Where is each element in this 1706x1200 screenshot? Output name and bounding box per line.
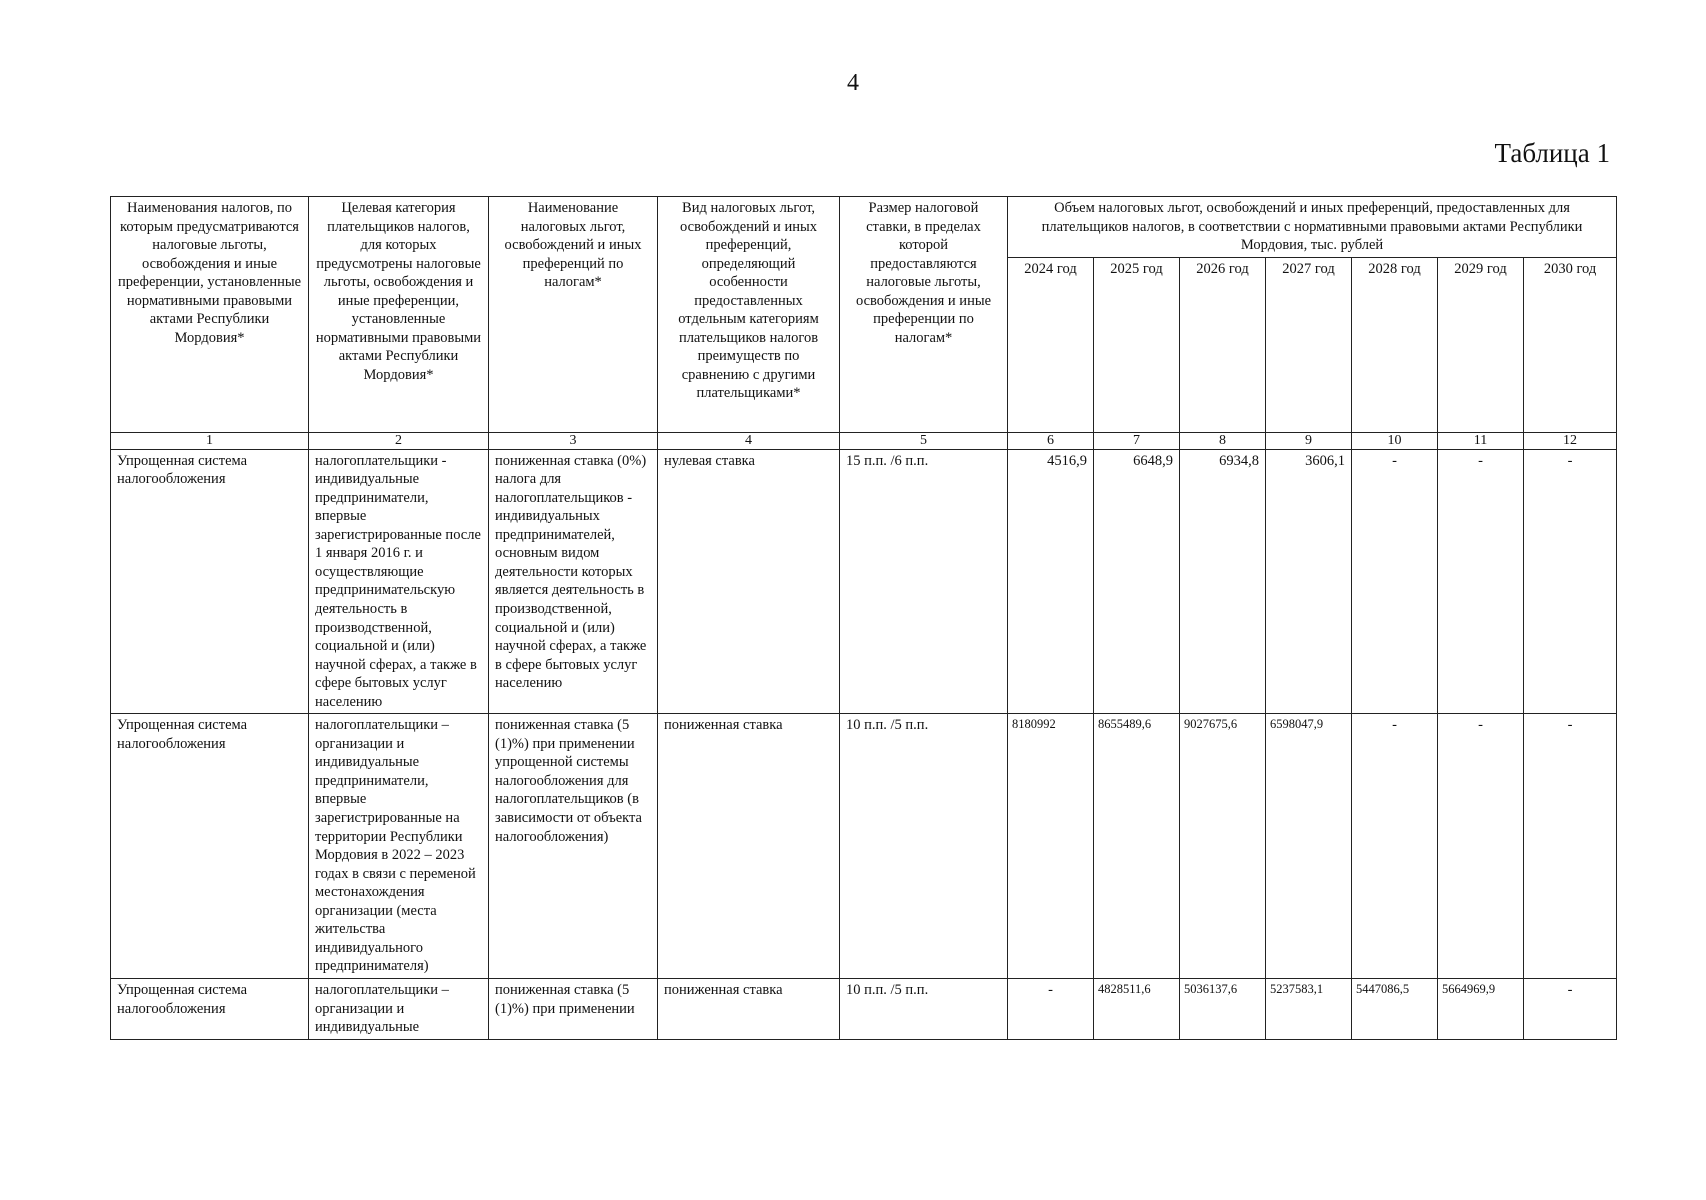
cell-value-2030: - [1524, 449, 1617, 714]
cell-value-2026: 5036137,6 [1180, 978, 1266, 1039]
cell-tax-name: Упрощенная система налогообложения [111, 449, 309, 714]
header-year: 2026 год [1180, 257, 1266, 432]
cell-benefit-kind: пониженная ставка [658, 714, 840, 979]
cell-value-2026: 9027675,6 [1180, 714, 1266, 979]
cell-benefit-kind: нулевая ставка [658, 449, 840, 714]
cell-value-2030: - [1524, 714, 1617, 979]
cell-value-2027: 3606,1 [1266, 449, 1352, 714]
column-number: 5 [840, 432, 1008, 449]
header-year: 2024 год [1008, 257, 1094, 432]
column-number: 8 [1180, 432, 1266, 449]
table-row [111, 449, 1617, 714]
cell-value-2029: - [1438, 714, 1524, 979]
header-row [111, 197, 1617, 258]
column-number: 3 [489, 432, 658, 449]
cell-tax-rate: 10 п.п. /5 п.п. [840, 714, 1008, 979]
cell-tax-name: Упрощенная система налогообложения [111, 978, 309, 1039]
header-year: 2025 год [1094, 257, 1180, 432]
header-benefit-name: Наименование налоговых льгот, освобождений и иных преференций по налогам* [489, 197, 658, 433]
cell-value-2027: 5237583,1 [1266, 978, 1352, 1039]
cell-tax-rate: 10 п.п. /5 п.п. [840, 978, 1008, 1039]
cell-value-2027: 6598047,9 [1266, 714, 1352, 979]
cell-tax-rate: 15 п.п. /6 п.п. [840, 449, 1008, 714]
cell-value-2029: 5664969,9 [1438, 978, 1524, 1039]
column-number: 11 [1438, 432, 1524, 449]
cell-target-category: налогоплательщики – организации и индивидуальные предприниматели, впервые зарегистрированные на территории Республики Мордовия в 2022 – 2023 годах в связи с переменой местонахождения организации (места жительства индивидуального предпринимателя) [309, 714, 489, 979]
header-benefit-kind: Вид налоговых льгот, освобождений и иных преференций, определяющий особенности предоставленных отдельным категориям плательщиков налогов преимуществ по сравнению с другими плательщиками* [658, 197, 840, 433]
column-number: 1 [111, 432, 309, 449]
cell-value-2025: 6648,9 [1094, 449, 1180, 714]
cell-benefit-kind: пониженная ставка [658, 978, 840, 1039]
table-row [111, 978, 1617, 1039]
header-year: 2027 год [1266, 257, 1352, 432]
column-number: 12 [1524, 432, 1617, 449]
cell-benefit-name: пониженная ставка (5 (1)%) при применении [489, 978, 658, 1039]
cell-value-2026: 6934,8 [1180, 449, 1266, 714]
column-number: 10 [1352, 432, 1438, 449]
cell-value-2030: - [1524, 978, 1617, 1039]
cell-target-category: налогоплательщики – организации и индивидуальные [309, 978, 489, 1039]
column-number: 6 [1008, 432, 1094, 449]
header-volume: Объем налоговых льгот, освобождений и иных преференций, предоставленных для плательщиков налогов, в соответствии с нормативными правовыми актами Республики Мордовия, тыс. рублей [1008, 197, 1617, 258]
cell-target-category: налогоплательщики - индивидуальные предприниматели, впервые зарегистрированные после 1 января 2016 г. и осуществляющие предпринимательскую деятельность в производственной, социальной и (или) научной сферах, а также в сфере бытовых услуг населению [309, 449, 489, 714]
tax-benefits-table [110, 196, 1617, 1040]
header-year: 2029 год [1438, 257, 1524, 432]
cell-value-2028: 5447086,5 [1352, 978, 1438, 1039]
column-number: 2 [309, 432, 489, 449]
header-year: 2028 год [1352, 257, 1438, 432]
column-number: 7 [1094, 432, 1180, 449]
header-year: 2030 год [1524, 257, 1617, 432]
cell-value-2025: 8655489,6 [1094, 714, 1180, 979]
page-number: 4 [847, 70, 859, 96]
cell-value-2028: - [1352, 449, 1438, 714]
column-number-row [111, 432, 1617, 449]
column-number: 9 [1266, 432, 1352, 449]
header-tax-rate: Размер налоговой ставки, в пределах которой предоставляются налоговые льготы, освобождения и иные преференции по налогам* [840, 197, 1008, 433]
cell-benefit-name: пониженная ставка (0%) налога для налогоплательщиков - индивидуальных предпринимателей, основным видом деятельности которых является деятельность в производственной, социальной и (или) научной сферах, а также в сфере бытовых услуг населению [489, 449, 658, 714]
cell-value-2024: 8180992 [1008, 714, 1094, 979]
cell-value-2025: 4828511,6 [1094, 978, 1180, 1039]
cell-value-2024: 4516,9 [1008, 449, 1094, 714]
header-tax-name: Наименования налогов, по которым предусматриваются налоговые льготы, освобождения и иные преференции, установленные нормативными правовыми актами Республики Мордовия* [111, 197, 309, 433]
column-number: 4 [658, 432, 840, 449]
cell-benefit-name: пониженная ставка (5 (1)%) при применении упрощенной системы налогообложения для налогоплательщиков (в зависимости от объекта налогообложения) [489, 714, 658, 979]
cell-value-2028: - [1352, 714, 1438, 979]
table-caption: Таблица 1 [1494, 138, 1610, 168]
header-target-category: Целевая категория плательщиков налогов, для которых предусмотрены налоговые льготы, освобождения и иные преференции, установленные нормативными правовыми актами Республики Мордовия* [309, 197, 489, 433]
cell-tax-name: Упрощенная система налогообложения [111, 714, 309, 979]
cell-value-2029: - [1438, 449, 1524, 714]
table-row [111, 714, 1617, 979]
cell-value-2024: - [1008, 978, 1094, 1039]
